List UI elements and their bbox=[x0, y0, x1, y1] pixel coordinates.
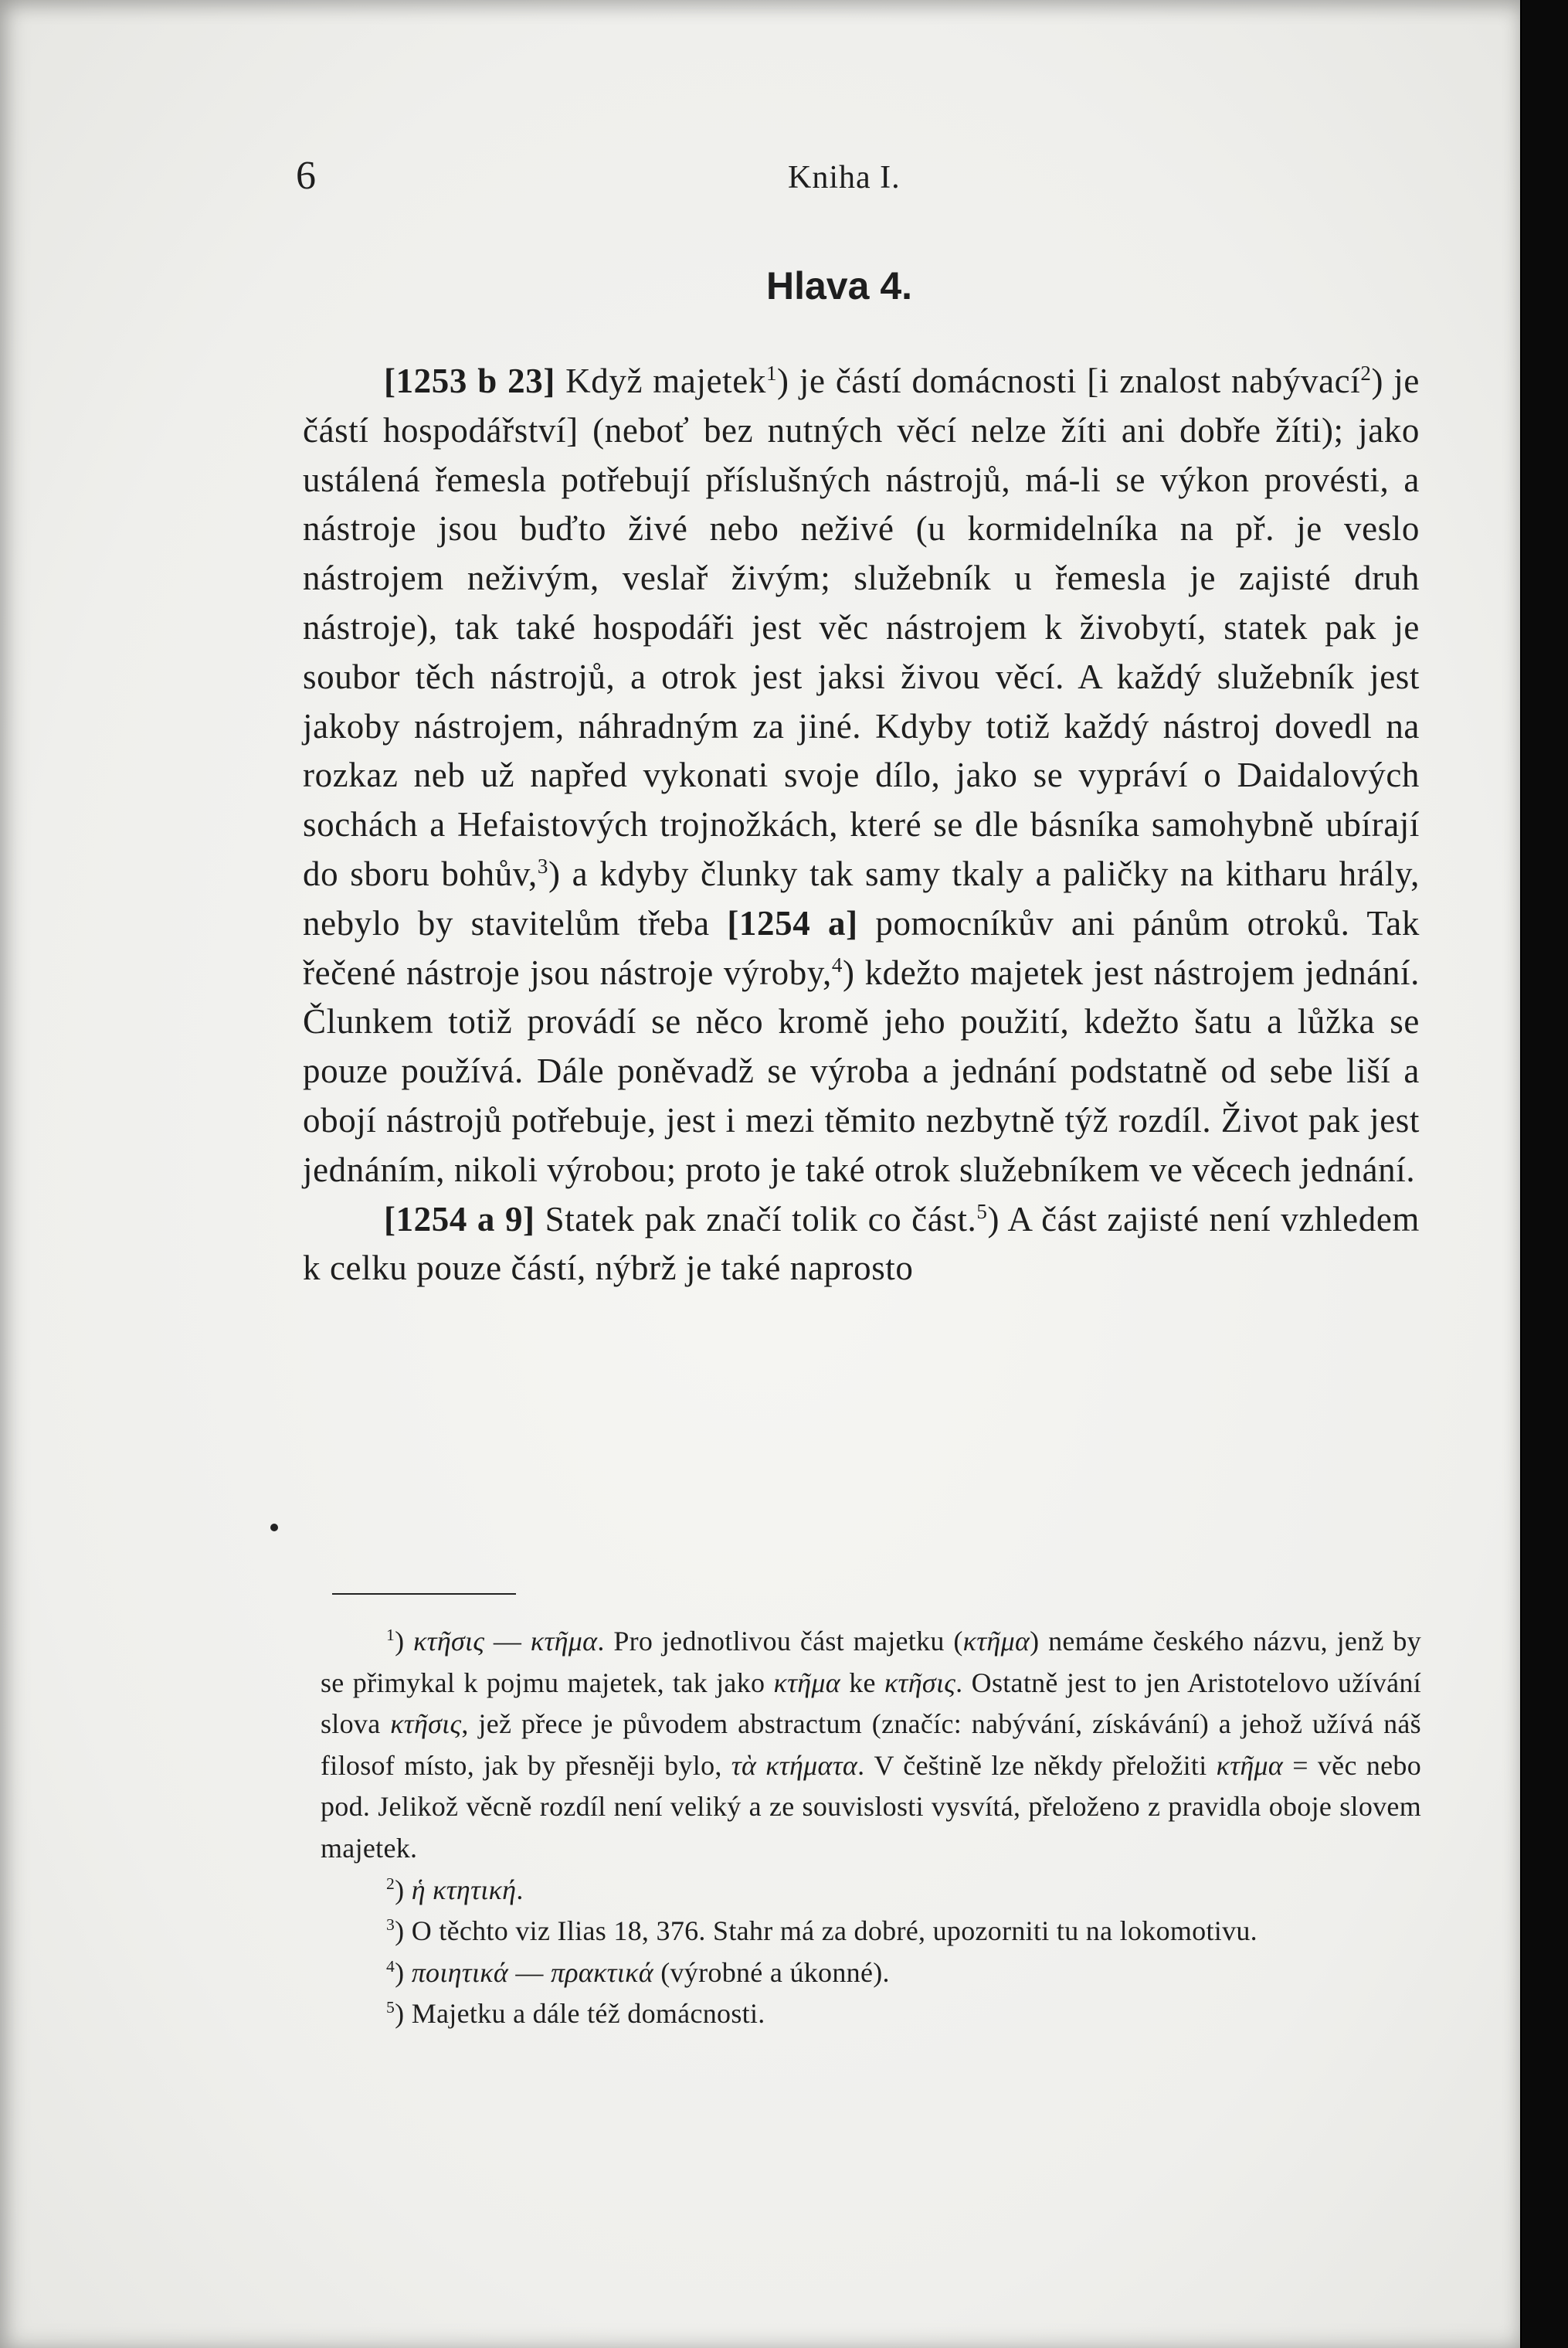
footnote-ref: 5 bbox=[976, 1199, 988, 1223]
footnote-ref: 3 bbox=[537, 854, 548, 878]
scan-border bbox=[1522, 0, 1568, 2348]
greek-term: κτῆσις bbox=[413, 1626, 485, 1657]
footnote-2: $^2$) ἡ κτητική. bbox=[386, 1874, 524, 1905]
paragraph-text: Statek pak značí tolik co část. bbox=[535, 1199, 977, 1239]
footnote-text: (výrobné a úkonné). bbox=[653, 1956, 890, 1988]
page-number: 6 bbox=[296, 154, 316, 198]
footnote-ref: 4 bbox=[831, 953, 843, 977]
footnote-3: $^3$) O těchto viz Ilias 18, 376. Stahr má za dobré, upozorniti tu na lokomotivu. bbox=[386, 1915, 1257, 1947]
chapter-title: Hlava 4. bbox=[766, 264, 913, 308]
greek-term: κτῆσις bbox=[884, 1667, 956, 1698]
footnote-4: $^4$) ποιητικά — πρακτικά (výrobné a úkonné). bbox=[386, 1956, 890, 1988]
footnote-text: ke bbox=[840, 1667, 884, 1698]
greek-term: πρακτικά bbox=[550, 1956, 653, 1988]
paragraph-text: ) A část zajisté není vzhledem k celku pouze částí, nýbrž je také naprosto bbox=[303, 1199, 1420, 1288]
footnote-text: . bbox=[516, 1874, 524, 1905]
greek-term: κτῆμα bbox=[773, 1667, 840, 1698]
footnote-ref: 2 bbox=[1360, 362, 1372, 385]
footnote-text: — bbox=[484, 1626, 531, 1657]
footnote-text: , jež přece je původem abstractum (značíc: nabývání, získávání) a jehož užívá náš filosof místo, jak by přesněji bylo, bbox=[321, 1708, 1421, 1781]
footnote-text: . Ostatně jest to jen Aristotelovo užívání slova bbox=[321, 1667, 1421, 1740]
footnote-mark: 3 bbox=[386, 1915, 395, 1935]
paragraph-text: Když majetek bbox=[555, 362, 766, 400]
paragraph-text: ) kdežto majetek jest nástrojem jednání. Člunkem totiž provádí se něco kromě jeho použití, kdežto šatu a lůžka se pouze používá. Dále poněvadž se výroba a jednání podstatně od sebe liší a obojí nástrojů potřebuje, jest i mezi těmito nezbytně týž rozdíl. Život pak jest jednáním, nikoli výrobou; proto je také otrok služebníkem ve věcech jednání. bbox=[303, 953, 1420, 1189]
paragraph-text: ) je částí hospodářství] (neboť bez nutných věcí nelze žíti ani dobře žíti); jako ustálená řemesla potřebují příslušných nástrojů, má-li se výkon provésti, a nástroje jsou buďto živé nebo neživé (u kormidelníka na př. je veslo nástrojem neživým, veslař živým; služebník u řemesla je zajisté druh nástroje), tak také hospodáři jest věc nástrojem k živobytí, statek pak je soubor těch nástrojů, a otrok jest jaksi živou věcí. A každý služebník jest jakoby nástrojem, náhradným za jiné. Kdyby totiž každý nástroj dovedl na rozkaz neb už napřed vykonati svoje dílo, jako se vypráví o Daidalových sochách a Hefaistových trojnožkách, které se dle básníka samohybně ubírají do sboru bohův, bbox=[303, 362, 1420, 893]
paragraph-1 bbox=[303, 357, 1420, 1195]
footnotes bbox=[321, 1621, 1421, 2035]
footnote-mark: 4 bbox=[386, 1956, 395, 1976]
paragraph-2 bbox=[303, 1195, 1420, 1294]
footnote-text: = věc nebo pod. Jelikož věcně rozdíl není veliký a ze souvislosti vysvítá, přeloženo z pravidla oboje slovem majetek. bbox=[321, 1749, 1422, 1864]
greek-term: κτῆμα bbox=[962, 1626, 1030, 1657]
paragraph-text: ) a kdyby člunky tak samy tkaly a paličky na kitharu hrály, nebylo by stavitelům třeba bbox=[303, 854, 1420, 943]
bekker-reference: [1254 a] bbox=[727, 903, 858, 943]
running-head: Kniha I. bbox=[788, 160, 901, 195]
footnote-text: ) nemáme českého názvu, jenž by se přimykal k pojmu majetek, tak jako bbox=[321, 1626, 1422, 1698]
greek-term: κτῆσις bbox=[390, 1708, 462, 1740]
footnote-text: O těchto viz Ilias 18, 376. Stahr má za dobré, upozorniti tu na lokomotivu. bbox=[404, 1915, 1257, 1947]
bekker-reference: [1254 a 9] bbox=[384, 1199, 535, 1239]
footnote-mark: 1 bbox=[386, 1626, 395, 1644]
greek-term: τὰ κτήματα bbox=[731, 1749, 858, 1781]
greek-term: ἡ κτητική bbox=[411, 1874, 517, 1905]
footnote-ref: 1 bbox=[765, 362, 778, 385]
body-text bbox=[303, 357, 1420, 1293]
footnote-mark: 5 bbox=[386, 1998, 395, 2017]
paragraph-text: pomocníkův ani pánům otroků. Tak řečené nástroje jsou nástroje výroby, bbox=[303, 903, 1420, 992]
greek-term: κτῆμα bbox=[530, 1626, 598, 1657]
footnote-text: — bbox=[508, 1956, 551, 1988]
footnote-text: . Pro jednotlivou část majetku ( bbox=[597, 1626, 963, 1657]
footnote-5: $^5$) Majetku a dále též domácnosti. bbox=[386, 1998, 765, 2030]
paragraph-text: ) je částí domácnosti [i znalost nabývací bbox=[777, 362, 1361, 400]
footnote-1: $^1$) κτῆσις — κτῆμα. Pro jednotlivou část majetku (κτῆμα) nemáme českého názvu, jenž by se přimykal k pojmu majetek, tak jako κτῆμα ke κτῆσις. Ostatně jest to jen Aristotelovo užívání slova κτῆσις, jež přece je původem abstractum (značíc: nabývání, získávání) a jehož užívá náš filosof místo, jak by přesněji bylo, τὰ κτήματα. V češtině lze někdy přeložiti κτῆμα = věc nebo pod. Jelikož věcně rozdíl není veliký a ze souvislosti vysvítá, přeloženo z pravidla oboje slovem majetek. bbox=[321, 1626, 1422, 1864]
greek-term: ποιητικά bbox=[411, 1956, 509, 1988]
footnote-divider bbox=[332, 1593, 516, 1595]
bekker-reference: [1253 b 23] bbox=[384, 362, 555, 400]
footnote-text: . V češtině lze někdy přeložiti bbox=[857, 1749, 1217, 1781]
margin-dot bbox=[270, 1524, 278, 1531]
footnote-text: Majetku a dále též domácnosti. bbox=[404, 1998, 765, 2030]
greek-term: κτῆμα bbox=[1216, 1749, 1284, 1781]
footnote-mark: 2 bbox=[386, 1874, 395, 1893]
